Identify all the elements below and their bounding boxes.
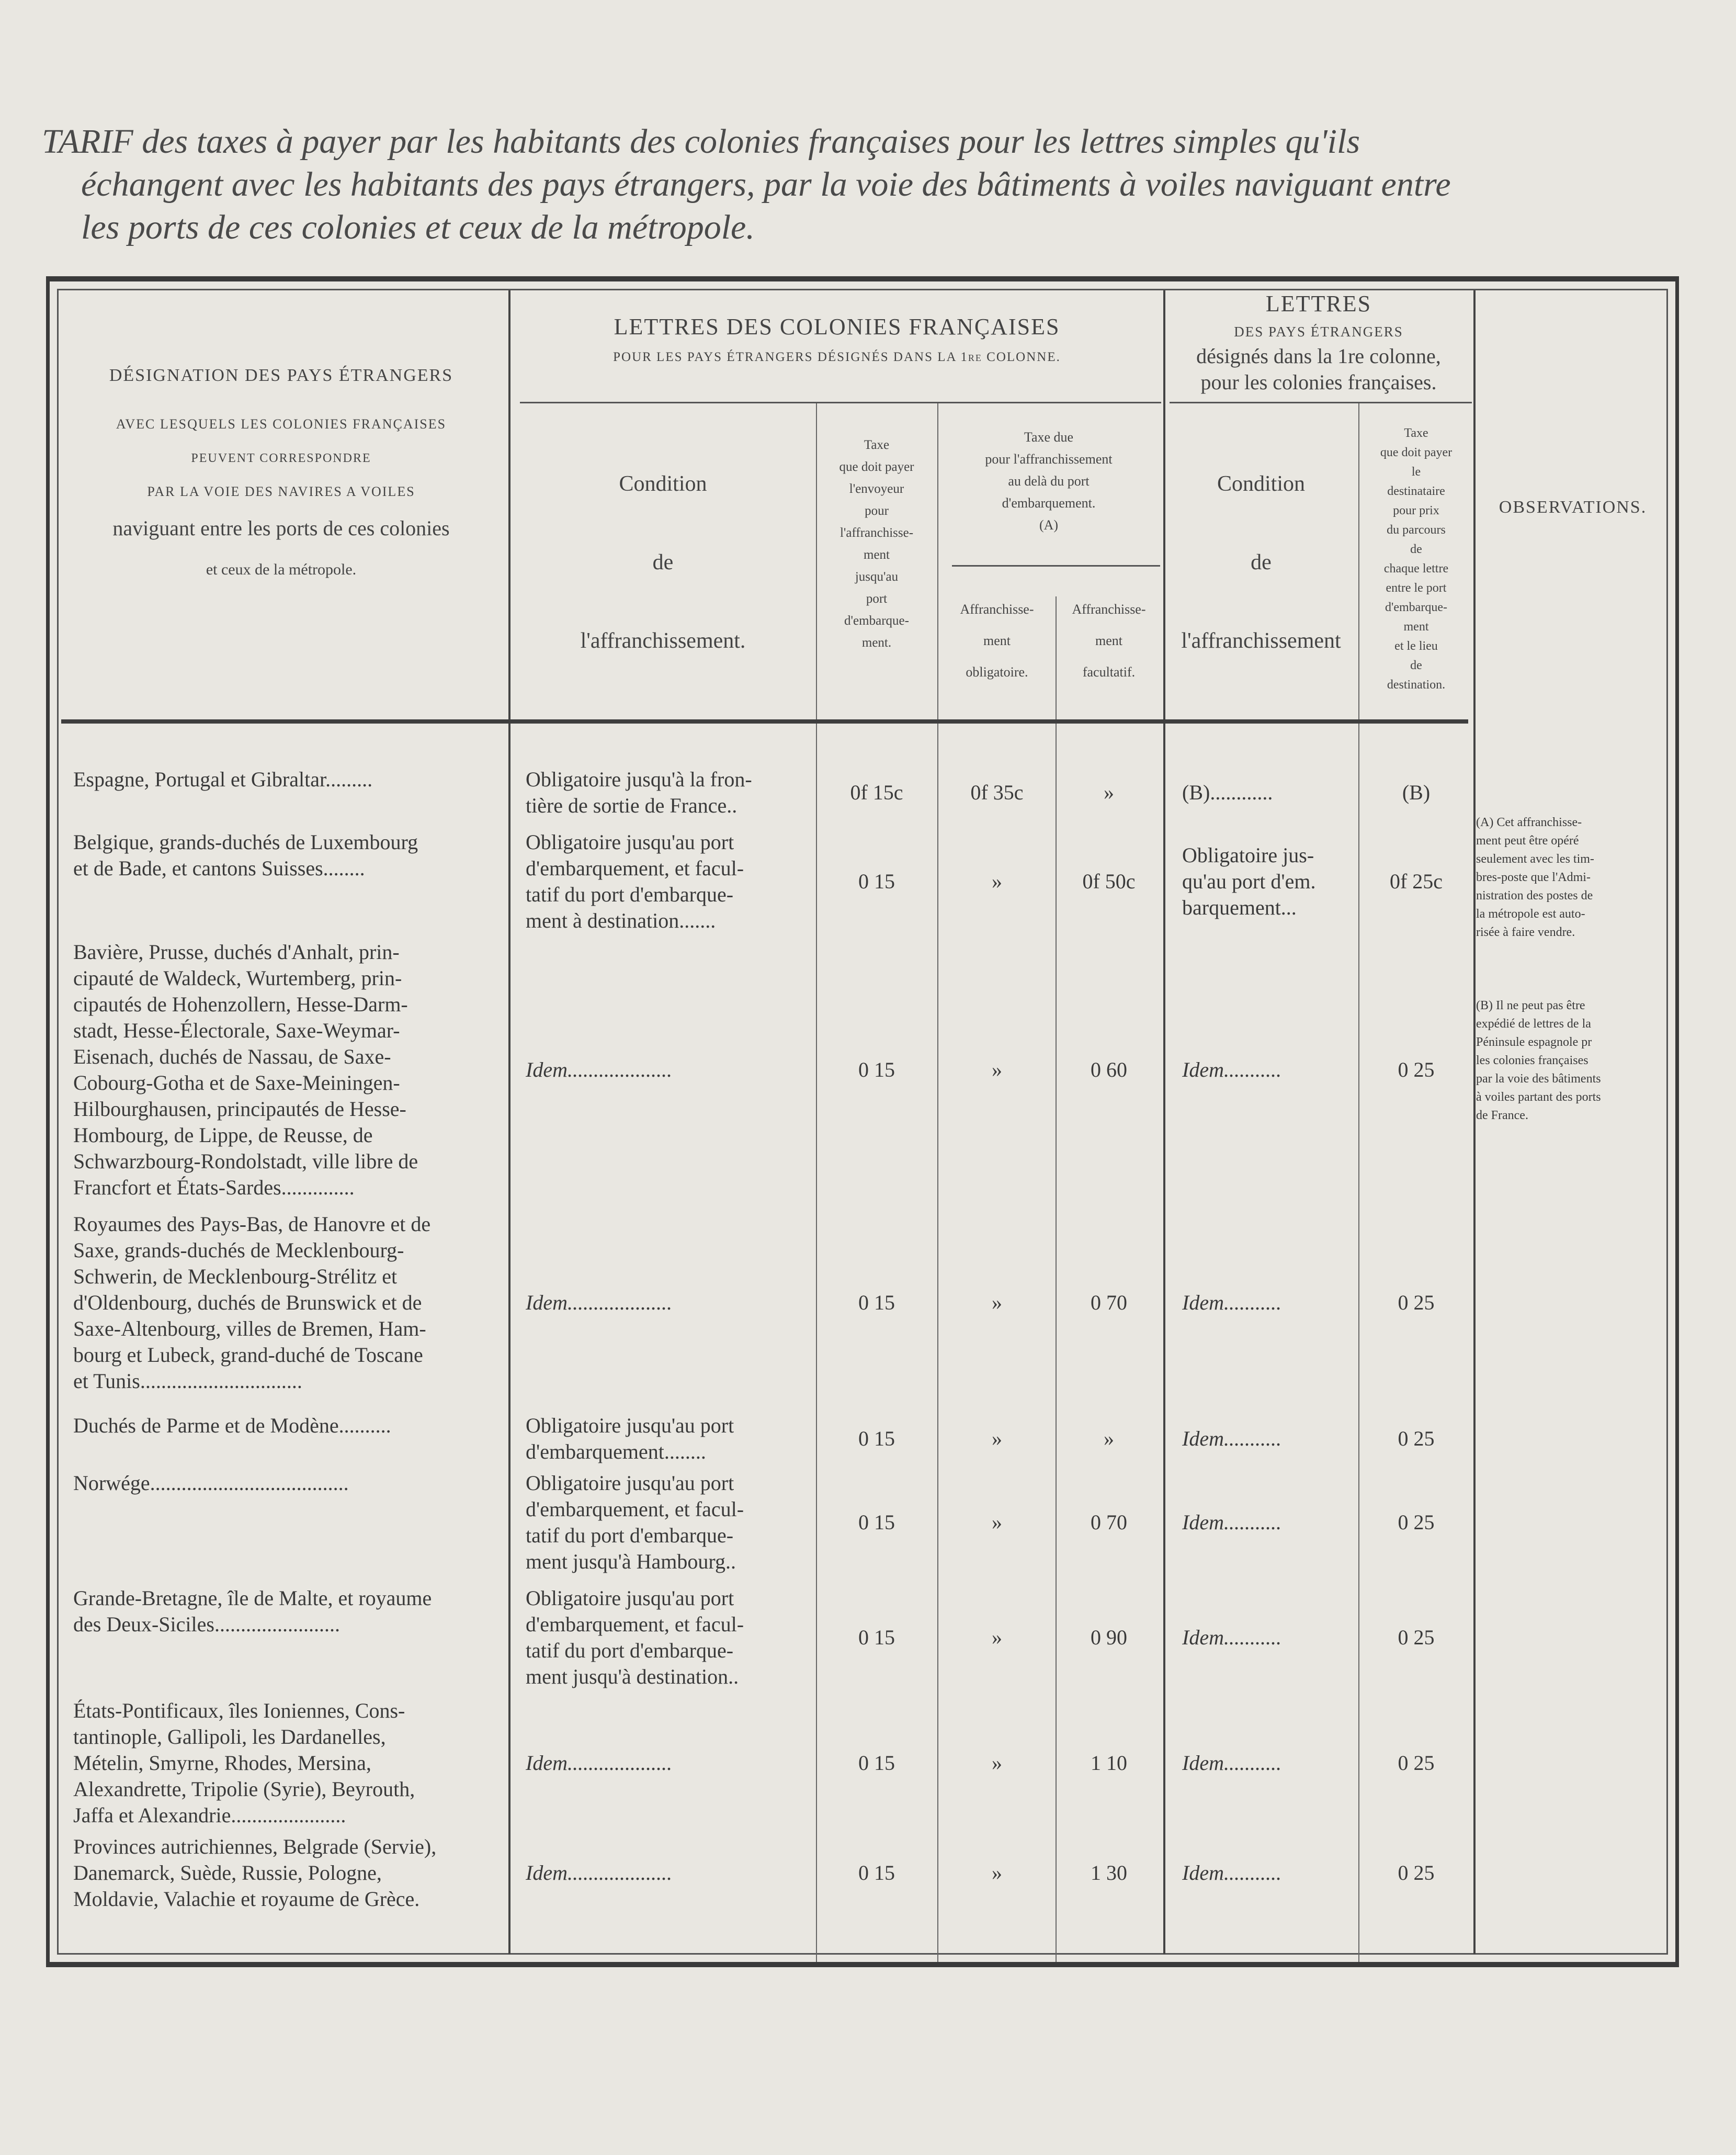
header-condition1 <box>513 471 813 654</box>
country-cell-line: Espagne, Portugal et Gibraltar......... <box>73 768 373 791</box>
country-cell-line: Hilbourghausen, principautés de Hesse- <box>73 1097 406 1121</box>
condition-cell <box>526 1860 816 1886</box>
condition2-cell <box>1182 1860 1357 1886</box>
page-title <box>42 120 1684 249</box>
note-b-line: par la voie des bâtiments <box>1476 1072 1601 1086</box>
taxe-destinataire-cell: 0 25 <box>1398 1058 1435 1081</box>
note-a-line: risée à faire vendre. <box>1476 926 1575 939</box>
column-rule-1 <box>508 290 510 1954</box>
condition-cell-line: tatif du port d'embarque- <box>526 1524 734 1547</box>
group2-line-3: désignés dans la 1re colonne, <box>1196 344 1441 368</box>
taxe-envoyeur-cell: 0 15 <box>858 1291 895 1314</box>
taxe-destinataire-cell: (B) <box>1402 781 1431 804</box>
condition2-cell-line: Idem........... <box>1182 1427 1281 1450</box>
designation-line-6: et ceux de la métropole. <box>206 561 357 578</box>
condition-cell-line: Idem.................... <box>526 1751 672 1775</box>
condition1-line-3: l'affranchissement. <box>580 629 746 653</box>
taxe-destinataire-line: du parcours <box>1387 523 1446 537</box>
country-cell-line: Danemarck, Suède, Russie, Pologne, <box>73 1861 382 1885</box>
taxe-destinataire-line: entre le port <box>1386 581 1447 595</box>
header-designation <box>58 361 505 584</box>
taxe-envoyeur-cell: 0f 15c <box>850 781 903 804</box>
title-line-3: les ports de ces colonies et ceux de la métropole. <box>81 208 755 246</box>
note-b-line: de France. <box>1476 1109 1528 1122</box>
taxe-envoyeur-line: Taxe <box>864 438 890 452</box>
group2-line-2: DES PAYS ÉTRANGERS <box>1234 324 1403 340</box>
condition2-cell <box>1182 842 1357 921</box>
header-observations: OBSERVATIONS. <box>1499 498 1647 517</box>
taxe-destinataire-cell: 0 25 <box>1398 1751 1435 1775</box>
country-cell-line: Provinces autrichiennes, Belgrade (Servie), <box>73 1835 437 1858</box>
taxe-envoyeur-line: d'embarque- <box>844 614 909 628</box>
taxe-envoyeur-line: port <box>866 592 888 606</box>
taxe-destinataire-line: destination. <box>1387 678 1446 692</box>
obligatoire-cell: » <box>992 1058 1002 1081</box>
condition2-cell-line: Idem........... <box>1182 1626 1281 1649</box>
header-obligatoire <box>939 594 1055 688</box>
country-cell <box>73 1413 505 1439</box>
country-cell-line: Schwerin, de Mecklenbourg-Strélitz et <box>73 1265 398 1288</box>
taxe-envoyeur-line: pour <box>865 504 889 518</box>
condition-cell-line: Idem.................... <box>526 1058 672 1081</box>
condition-cell-line: ment jusqu'à Hambourg.. <box>526 1550 736 1573</box>
country-cell-line: États-Pontificaux, îles Ioniennes, Cons- <box>73 1699 405 1722</box>
note-b-line: Péninsule espagnole pr <box>1476 1035 1592 1049</box>
country-cell-line: stadt, Hesse-Électorale, Saxe-Weymar- <box>73 1019 400 1042</box>
condition2-cell-line: (B)............ <box>1182 781 1273 804</box>
condition-cell-line: Obligatoire jusqu'au port <box>526 1414 734 1437</box>
condition-cell <box>526 1290 816 1316</box>
taxe-destinataire-line: pour prix <box>1393 504 1439 517</box>
header-bottom-rule <box>61 719 1468 724</box>
country-cell-line: Duchés de Parme et de Modène.......... <box>73 1414 391 1437</box>
country-cell-line: Saxe, grands-duchés de Mecklenbourg- <box>73 1238 404 1262</box>
condition2-cell <box>1182 1057 1357 1083</box>
condition-cell-line: d'embarquement, et facul- <box>526 1612 744 1636</box>
taxe-destinataire-line: de <box>1410 659 1422 672</box>
group2-rule <box>1170 402 1472 403</box>
condition-cell-line: tière de sortie de France.. <box>526 794 737 817</box>
taxe-destinataire-line: le <box>1411 465 1421 479</box>
obligatoire-cell: » <box>992 1861 1002 1885</box>
country-cell-line: Schwarzbourg-Rondolstadt, ville libre de <box>73 1149 418 1173</box>
country-cell-line: Grande-Bretagne, île de Malte, et royaume <box>73 1586 432 1610</box>
header-condition2 <box>1164 471 1358 654</box>
condition-cell-line: Obligatoire jusqu'au port <box>526 1586 734 1610</box>
taxe-envoyeur-line: l'affranchisse- <box>839 526 914 540</box>
condition2-cell-line: Idem........... <box>1182 1861 1281 1885</box>
taxe-due-line: d'embarquement. <box>1002 495 1096 511</box>
facultatif-cell: 0f 50c <box>1082 870 1136 893</box>
taxe-envoyeur-line: ment. <box>861 636 892 650</box>
facultatif-line: Affranchisse- <box>1072 602 1146 617</box>
condition-cell-line: tatif du port d'embarque- <box>526 1639 734 1662</box>
obligatoire-line: ment <box>983 633 1011 648</box>
obligatoire-cell: » <box>992 1427 1002 1450</box>
taxe-destinataire-cell: 0 25 <box>1398 1626 1435 1649</box>
condition2-cell-line: Idem........... <box>1182 1058 1281 1081</box>
condition-cell-line: d'embarquement, et facul- <box>526 856 744 880</box>
taxe-destinataire-line: et le lieu <box>1394 639 1438 653</box>
condition2-cell-line: Idem........... <box>1182 1751 1281 1775</box>
taxe-envoyeur-cell: 0 15 <box>858 1058 895 1081</box>
note-a-line: ment peut être opéré <box>1476 834 1579 848</box>
note-b-line: (B) Il ne peut pas être <box>1476 999 1585 1012</box>
header-group2 <box>1164 288 1473 396</box>
obligatoire-cell: » <box>992 870 1002 893</box>
condition2-cell-line: Obligatoire jus- <box>1182 843 1314 867</box>
country-cell-line: tantinople, Gallipoli, les Dardanelles, <box>73 1725 386 1748</box>
country-cell-line: Mételin, Smyrne, Rhodes, Mersina, <box>73 1751 371 1775</box>
taxe-due-line: Taxe due <box>1024 430 1074 445</box>
condition2-line-2: de <box>1251 550 1272 574</box>
condition2-cell-line: Idem........... <box>1182 1510 1281 1534</box>
taxe-destinataire-line: destinataire <box>1387 484 1445 498</box>
condition1-line-1: Condition <box>619 472 707 496</box>
country-cell <box>73 1698 505 1829</box>
taxe-destinataire-cell: 0f 25c <box>1389 870 1443 893</box>
taxe-envoyeur-cell: 0 15 <box>858 1751 895 1775</box>
obligatoire-cell: » <box>992 1626 1002 1649</box>
title-line-2: échangent avec les habitants des pays étrangers, par la voie des bâtiments à voiles naviguant entre <box>81 165 1451 204</box>
taxe-envoyeur-cell: 0 15 <box>858 870 895 893</box>
facultatif-cell: 1 30 <box>1091 1861 1127 1885</box>
condition-cell-line: tatif du port d'embarque- <box>526 883 734 906</box>
observation-note-b <box>1476 997 1670 1125</box>
header-group1 <box>513 309 1161 369</box>
facultatif-cell: 0 70 <box>1091 1510 1127 1534</box>
country-cell-line: et Tunis............................... <box>73 1369 302 1393</box>
country-cell <box>73 766 505 793</box>
condition-cell <box>526 1413 816 1465</box>
taxe-due-rule <box>952 565 1160 567</box>
designation-line-3: PEUVENT CORRESPONDRE <box>191 452 371 465</box>
condition2-line-1: Condition <box>1217 472 1306 496</box>
country-cell <box>73 1470 505 1496</box>
obligatoire-cell: 0f 35c <box>970 781 1024 804</box>
condition-cell <box>526 829 816 934</box>
country-cell-line: Royaumes des Pays-Bas, de Hanovre et de <box>73 1212 431 1236</box>
country-cell <box>73 829 505 882</box>
country-cell <box>73 939 505 1201</box>
header-taxe-envoyeur <box>817 434 936 654</box>
note-b-line: à voiles partant des ports <box>1476 1090 1601 1104</box>
taxe-destinataire-line: chaque lettre <box>1383 562 1449 576</box>
condition2-cell-line: Idem........... <box>1182 1291 1281 1314</box>
country-cell-line: Hombourg, de Lippe, de Reusse, de <box>73 1123 373 1147</box>
obligatoire-cell: » <box>992 1510 1002 1534</box>
header-taxe-due <box>939 426 1159 536</box>
condition-cell <box>526 1585 816 1690</box>
country-cell-line: d'Oldenbourg, duchés de Brunswick et de <box>73 1291 422 1314</box>
taxe-destinataire-line: de <box>1410 543 1422 556</box>
obligatoire-line: obligatoire. <box>966 664 1028 680</box>
condition2-cell <box>1182 1750 1357 1776</box>
condition-cell-line: ment à destination....... <box>526 909 716 932</box>
condition1-line-2: de <box>652 550 674 574</box>
taxe-destinataire-cell: 0 25 <box>1398 1510 1435 1534</box>
facultatif-cell: » <box>1104 781 1114 804</box>
taxe-envoyeur-line: jusqu'au <box>855 570 899 584</box>
condition-cell-line: Idem.................... <box>526 1291 672 1314</box>
designation-title: DÉSIGNATION DES PAYS ÉTRANGERS <box>109 366 453 385</box>
condition2-line-3: l'affranchissement <box>1181 629 1341 653</box>
header-facultatif <box>1057 594 1161 688</box>
condition2-cell <box>1182 1624 1357 1651</box>
obligatoire-line: Affranchisse- <box>960 602 1034 617</box>
condition-cell-line: d'embarquement........ <box>526 1440 706 1463</box>
column-rule-6 <box>1358 403 1359 1962</box>
designation-line-2: AVEC LESQUELS LES COLONIES FRANÇAISES <box>116 416 447 432</box>
country-cell-line: Francfort et États-Sardes.............. <box>73 1176 355 1199</box>
country-cell-line: Belgique, grands-duchés de Luxembourg <box>73 830 418 854</box>
country-cell-line: des Deux-Siciles........................ <box>73 1612 340 1636</box>
group1-title: LETTRES DES COLONIES FRANÇAISES <box>614 314 1060 340</box>
taxe-envoyeur-cell: 0 15 <box>858 1861 895 1885</box>
country-cell-line: Alexandrette, Tripolie (Syrie), Beyrouth, <box>73 1777 415 1801</box>
condition-cell <box>526 1470 816 1575</box>
condition2-cell-line: barquement... <box>1182 896 1297 919</box>
group1-subtitle: POUR LES PAYS ÉTRANGERS DÉSIGNÉS DANS LA 1re COLONNE. <box>613 350 1061 364</box>
country-cell-line: Jaffa et Alexandrie...................... <box>73 1803 346 1827</box>
title-line-1: TARIF des taxes à payer par les habitants des colonies françaises pour les lettres simples qu'ils <box>42 122 1360 161</box>
facultatif-line: ment <box>1095 633 1122 648</box>
country-cell-line: cipautés de Hohenzollern, Hesse-Darm- <box>73 992 408 1016</box>
condition2-cell <box>1182 1426 1357 1452</box>
taxe-envoyeur-cell: 0 15 <box>858 1510 895 1534</box>
obligatoire-cell: » <box>992 1291 1002 1314</box>
note-a-line: bres-poste que l'Admi- <box>1476 871 1591 884</box>
taxe-envoyeur-cell: 0 15 <box>858 1626 895 1649</box>
condition-cell-line: Obligatoire jusqu'à la fron- <box>526 768 752 791</box>
taxe-envoyeur-line: l'envoyeur <box>849 482 904 496</box>
taxe-destinataire-line: que doit payer <box>1380 446 1453 459</box>
taxe-destinataire-cell: 0 25 <box>1398 1861 1435 1885</box>
facultatif-line: facultatif. <box>1082 664 1136 680</box>
condition-cell-line: Obligatoire jusqu'au port <box>526 830 734 854</box>
note-b-line: expédié de lettres de la <box>1476 1017 1591 1031</box>
country-cell-line: Norwége...................................... <box>73 1471 349 1495</box>
country-cell-line: et de Bade, et cantons Suisses........ <box>73 856 365 880</box>
country-cell <box>73 1834 505 1912</box>
condition2-cell <box>1182 1509 1357 1536</box>
group1-rule <box>520 402 1161 403</box>
note-a-line: nistration des postes de <box>1476 889 1593 902</box>
taxe-destinataire-cell: 0 25 <box>1398 1427 1435 1450</box>
country-cell <box>73 1585 505 1638</box>
designation-line-5: naviguant entre les ports de ces colonies <box>112 516 450 540</box>
condition-cell <box>526 1057 816 1083</box>
country-cell-line: Moldavie, Valachie et royaume de Grèce. <box>73 1887 420 1911</box>
condition-cell-line: Idem.................... <box>526 1861 672 1885</box>
condition-cell-line: ment jusqu'à destination.. <box>526 1665 739 1688</box>
facultatif-cell: » <box>1104 1427 1114 1450</box>
country-cell-line: cipauté de Waldeck, Wurtemberg, prin- <box>73 966 402 990</box>
country-cell-line: Eisenach, duchés de Nassau, de Saxe- <box>73 1045 391 1068</box>
taxe-destinataire-line: Taxe <box>1404 426 1428 440</box>
facultatif-cell: 1 10 <box>1091 1751 1127 1775</box>
country-cell <box>73 1211 505 1394</box>
taxe-envoyeur-cell: 0 15 <box>858 1427 895 1450</box>
facultatif-cell: 0 90 <box>1091 1626 1127 1649</box>
taxe-destinataire-cell: 0 25 <box>1398 1291 1435 1314</box>
condition2-cell <box>1182 780 1357 806</box>
column-rule-7 <box>1473 290 1476 1954</box>
obligatoire-cell: » <box>992 1751 1002 1775</box>
header-taxe-destinataire <box>1360 424 1472 695</box>
condition-cell <box>526 766 816 819</box>
facultatif-cell: 0 60 <box>1091 1058 1127 1081</box>
taxe-destinataire-line: ment <box>1403 620 1429 634</box>
country-cell-line: bourg et Lubeck, grand-duché de Toscane <box>73 1343 423 1367</box>
note-a-line: (A) Cet affranchisse- <box>1476 816 1582 829</box>
note-a-line: seulement avec les tim- <box>1476 852 1594 866</box>
taxe-envoyeur-line: que doit payer <box>839 460 914 474</box>
note-a-line: la métropole est auto- <box>1476 907 1585 921</box>
note-b-line: les colonies françaises <box>1476 1054 1589 1067</box>
taxe-envoyeur-line: ment <box>864 548 890 562</box>
taxe-due-line: pour l'affranchissement <box>985 452 1113 467</box>
country-cell-line: Bavière, Prusse, duchés d'Anhalt, prin- <box>73 940 400 964</box>
group2-title: LETTRES <box>1265 291 1372 317</box>
country-cell-line: Saxe-Altenbourg, villes de Bremen, Ham- <box>73 1317 426 1340</box>
taxe-due-line: (A) <box>1039 517 1059 533</box>
taxe-destinataire-line: d'embarque- <box>1385 601 1447 614</box>
condition-cell-line: Obligatoire jusqu'au port <box>526 1471 734 1495</box>
condition2-cell-line: qu'au port d'em. <box>1182 870 1316 893</box>
group2-line-4: pour les colonies françaises. <box>1200 370 1437 394</box>
country-cell-line: Cobourg-Gotha et de Saxe-Meiningen- <box>73 1071 400 1095</box>
facultatif-cell: 0 70 <box>1091 1291 1127 1314</box>
column-rule-3 <box>937 403 938 1962</box>
condition-cell <box>526 1750 816 1776</box>
condition2-cell <box>1182 1290 1357 1316</box>
observation-note-a <box>1476 814 1670 942</box>
taxe-due-line: au delà du port <box>1008 473 1090 489</box>
condition-cell-line: d'embarquement, et facul- <box>526 1497 744 1521</box>
designation-line-4: PAR LA VOIE DES NAVIRES A VOILES <box>147 484 415 499</box>
